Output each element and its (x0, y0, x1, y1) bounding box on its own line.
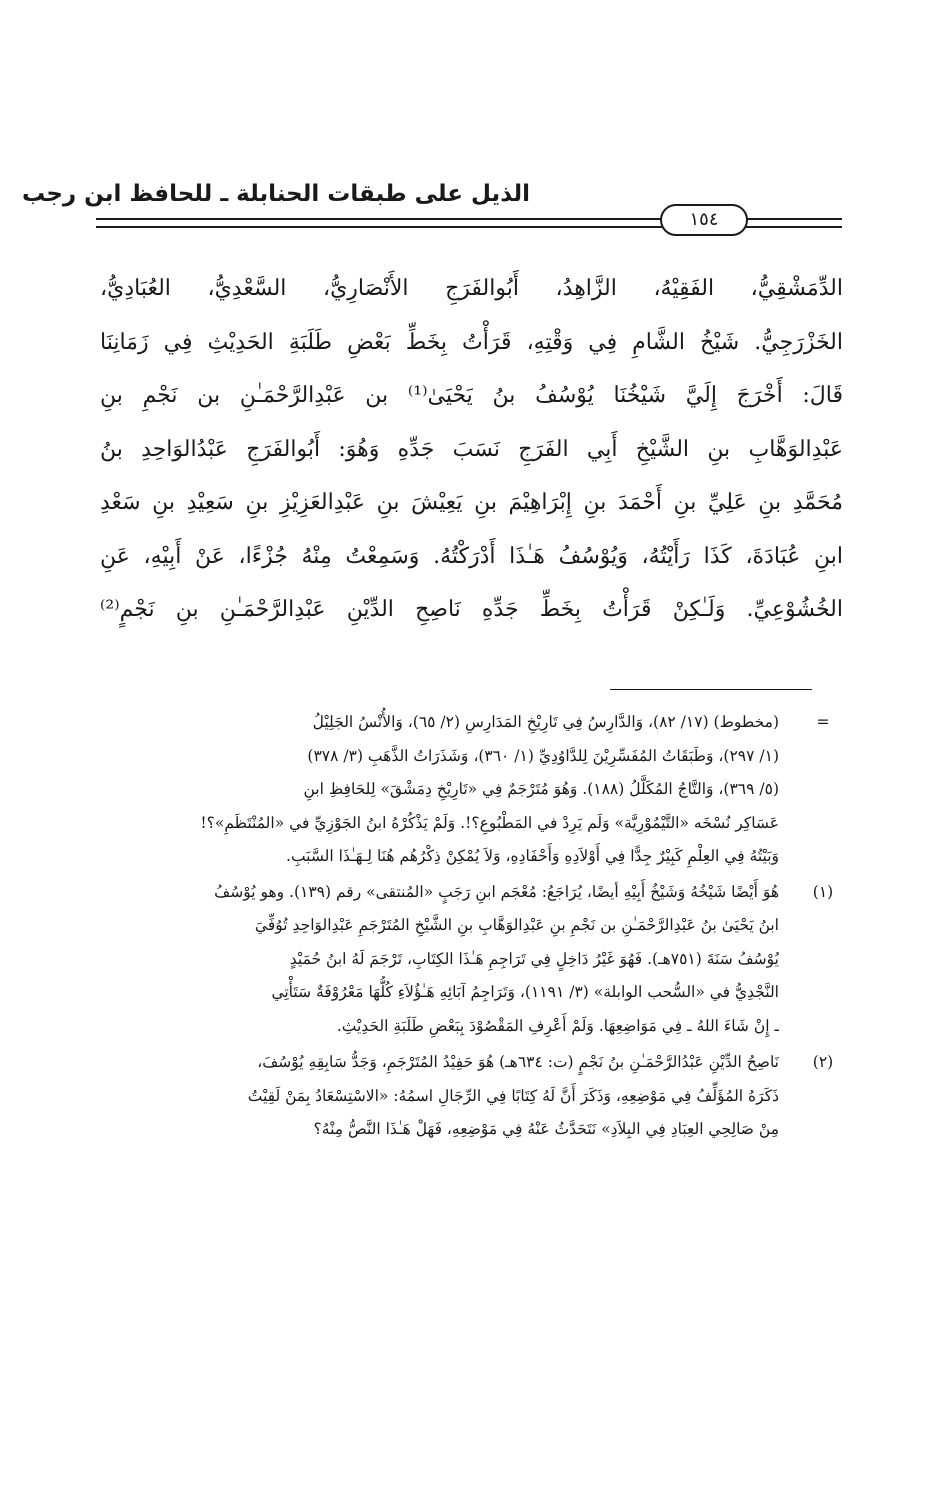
page-number-badge: ١٥٤ (660, 204, 748, 236)
footnote-marker: = (816, 713, 830, 731)
footnote-line: (١/ ٢٩٧)، وَطَبَقَاتُ المُفَسِّرِيْنَ لِلدَّاوُدِيِّ (١/ ٣٦٠)، وَشَذَرَاتُ الذَّهَبِ (٣/ ٣٧٨) (307, 746, 779, 765)
footnote-line: ابنُ يَحْيَىٰ بنُ عَبْدِالرَّحْمَـٰنِ بن نَجْمِ بنِ عَبْدِالوَهَّابِ بنِ الشَّيْخِ المُتَرْجَمِ عَبْدِالوَاحِدِ تُوُفِّيَ (254, 916, 779, 934)
main-text-line: مُحَمَّدِ بنِ عَلِيِّ بنِ أَحْمَدَ بنِ إِبْرَاهِيْمَ بنِ يَعِيْشَ بنِ عَبْدِالعَزِيْزِ بنِ سَعِيْدِ بنِ سَعْدِ (100, 490, 843, 515)
footnote-2 (100, 1046, 843, 1147)
footnote-line: ذَكَرَهُ المُؤَلِّفُ فِي مَوْضِعِهِ، وَذَكَرَ أَنَّ لَهُ كِتَابًا فِي الرِّجَالِ اسمُهُ: «الاسْتِسْعَادُ بِمَنْ لَقِيْتُ (247, 1086, 779, 1105)
main-text-line: الدِّمَشْقِيُّ، الفَقِيْهُ، الزَّاهِدُ، أَبُوالفَرَجِ الأَنْصَارِيُّ، السَّعْدِيُّ، العُبَادِيُّ، (100, 276, 843, 301)
footnote-line: ـ إِنْ شَاءَ اللهُ ـ فِي مَوَاضِعِهَا. وَلَمْ أَعْرِفِ المَقْصُوْدَ بِبَعْضِ طَلَبَةِ الحَدِيْثِ. (336, 1016, 779, 1035)
main-text-line: قَالَ: أَخْرَجَ إِلَيَّ شَيْخُنَا يُوْسُفُ بنُ يَحْيَىٰ⁽¹⁾ بن عَبْدِالرَّحْمَـٰنِ بن نَجْمِ بنِ (100, 383, 843, 408)
footnote-line: النَّجْدِيُّ في «السُّحب الوابلة» (٣/ ١١٩١)، وَتَرَاجِمُ آبَائِهِ هَـٰؤُلاَءِ كُلُّهَا مَعْرُوْفَةٌ سَتَأْتِي (271, 983, 779, 1001)
footnote-line: هُوَ أَيْضًا شَيْخُهُ وَشَيْخُ أَبِيْهِ أيضًا، يُرَاجَعُ: مُعْجَم ابنِ رَجَبٍ «المُنتقى» رقم (١٣٩). وهو يُوْسُفُ (214, 882, 779, 901)
main-text (100, 262, 843, 637)
main-text-line: ابنِ عُبَادَةَ، كَذَا رَأَيْتُهُ، وَيُوْسُفُ هَـٰذَا أَدْرَكْتُهُ. وَسَمِعْتُ مِنْهُ جُزْءًا، عَنْ أَبِيْهِ، عَنِ (100, 543, 843, 569)
footnote-marker: (١) (812, 882, 834, 901)
footnotes (100, 706, 843, 1147)
footnote-marker: (٢) (812, 1053, 834, 1071)
footnote-line: مِنْ صَالِحِي العِبَادِ فِي البِلاَدِ» نَتَحَدَّثُ عَنْهُ فِي مَوْضِعِهِ، فَهَلْ هَـٰذَا النَّصُّ مِنْهُ؟ (313, 1120, 779, 1138)
footnote-line: عَسَاكِر نُسْخَه «التَّيْمُوْرِيَّة» وَلَم يَرِدْ في المَطْبُوعِ؟!. وَلَمْ يَذْكُرْهُ ابنُ الجَوْزِيِّ في «المُنْتَظَمِ»؟! (200, 813, 779, 832)
main-text-line: عَبْدِالوَهَّابِ بنِ الشَّيْخِ أَبِي الفَرَجِ نَسَبَ جَدِّهِ وَهُوَ: أَبُوالفَرَجِ عَبْدُالوَاحِدِ بنُ (100, 436, 843, 462)
main-text-line: الخَزْرَجِيُّ. شَيْخُ الشَّامِ فِي وَقْتِهِ، قَرَأْتُ بِخَطِّ بَعْضِ طَلَبَةِ الحَدِيْثِ فِي زَمَانِنَا (100, 329, 843, 355)
footnote-line: (٥/ ٣٦٩)، وَالتَّاجُ المُكَلَّلُ (١٨٨). وَهُوَ مُتَرْجَمٌ فِي «تَارِيْخِ دِمَشْقَ» لِلحَافِظِ ابنِ (303, 780, 779, 798)
running-header-title: الذيل على طبقات الحنابلة ـ للحافظ ابن رجب (21, 181, 530, 207)
footnote-separator (610, 689, 812, 690)
footnote-line: يُوْسُفُ سَنَةَ (٧٥١هـ). فَهُوَ غَيْرُ دَاخِلٍ فِي تَرَاجِمِ هَـٰذَا الكِتَابِ، تَرْجَمَ لَهُ ابنُ حُمَيْدٍ (289, 949, 779, 968)
main-text-line: الخُشُوْعِيِّ. وَلَـٰكِنْ قَرَأْتُ بِخَطِّ جَدِّهِ نَاصِحِ الدِّيْنِ عَبْدِالرَّحْمَـٰنِ بنِ نَجْمٍ⁽²⁾ (100, 597, 843, 622)
footnote-line: وَبَيْتُهُ فِي العِلْمِ كَبِيْرٌ جِدًّا فِي أَوْلاَدِهِ وَأَحْفَادِهِ، وَلاَ يُمْكِنْ ذِكْرُهُم هُنَا لِـهَـٰذَا السَّبَبِ. (286, 847, 779, 865)
footnote-line: نَاصِحُ الدِّيْنِ عَبْدُالرَّحْمَـٰنِ بنُ نَجْمٍ (ت: ٦٣٤هـ) هُوَ حَفِيْدُ المُتَرْجَمِ، وَجَدُّ سَابِقِهِ يُوْسُفَ، (257, 1053, 779, 1071)
footnote-continuation (100, 706, 843, 874)
footnote-1 (100, 876, 843, 1044)
footnote-line: (مخطوط) (١٧/ ٨٢)، وَالدَّارِسُ فِي تَارِيْخِ المَدَارِسِ (٢/ ٦٥)، وَالأُنْسُ الجَلِيْلُ (312, 713, 779, 731)
